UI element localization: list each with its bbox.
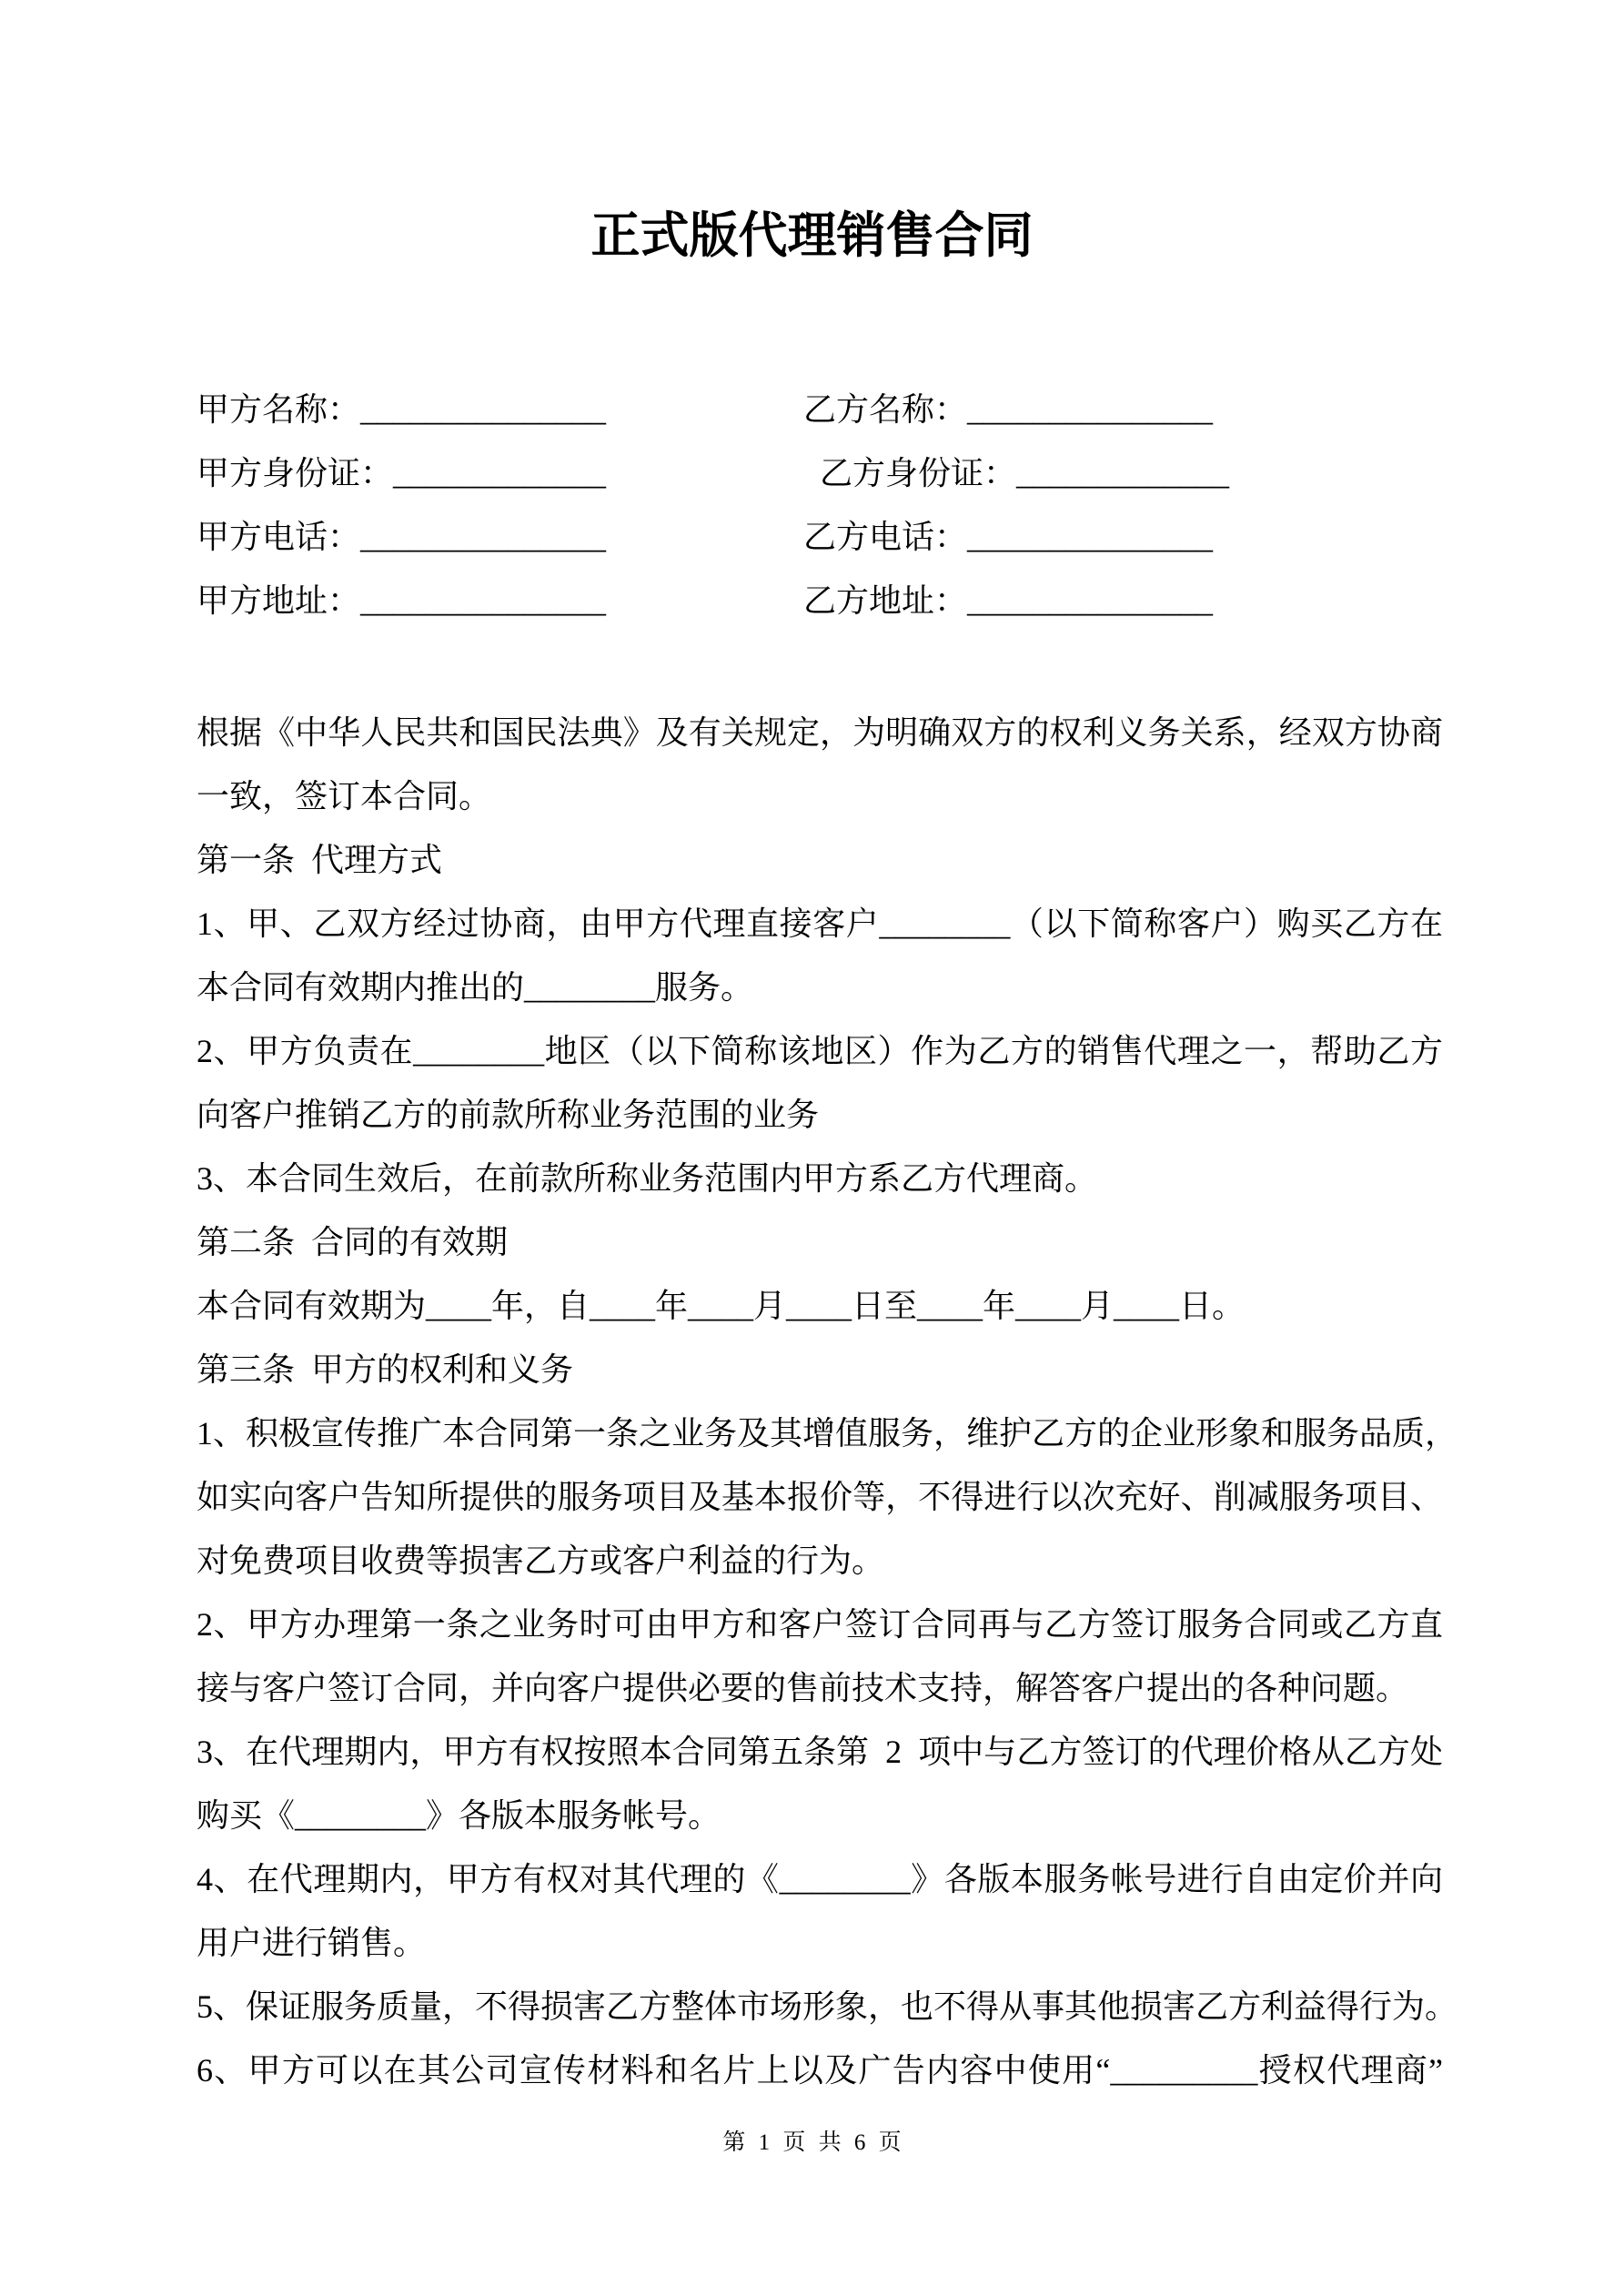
- blank-line: _____________: [393, 455, 607, 491]
- article-heading: 第三条 甲方的权利和义务: [197, 1351, 574, 1388]
- clause-line: 4、在代理期内，甲方有权对其代理的《________》各版本服务帐号进行自由定价并向: [197, 1861, 1443, 1897]
- clause-line: 1、积极宣传推广本合同第一条之业务及其增值服务，维护乙方的企业形象和服务品质，: [197, 1415, 1458, 1451]
- blank-line: _______________: [967, 519, 1214, 555]
- clause-line: 2、甲方办理第一条之业务时可由甲方和客户签订合同再与乙方签订服务合同或乙方直: [197, 1606, 1443, 1643]
- field-label: 乙方身份证：: [820, 455, 1017, 491]
- field-label: 甲方地址：: [197, 582, 361, 619]
- clause-line: 购买《________》各版本服务帐号。: [197, 1797, 721, 1834]
- party-a-phone-row: [197, 505, 606, 569]
- clause-line: 5、保证服务质量，不得损害乙方整体市场形象，也不得从事其他损害乙方利益得行为。: [197, 1988, 1458, 2025]
- preamble-line: 一致，签订本合同。: [197, 778, 492, 814]
- clause-line: 3、本合同生效后，在前款所称业务范围内甲方系乙方代理商。: [197, 1160, 1098, 1197]
- party-a-info: [197, 378, 606, 632]
- clause-line: 本合同有效期内推出的________服务。: [197, 969, 754, 1006]
- blank-line: _____________: [1016, 455, 1230, 491]
- field-label: 乙方地址：: [803, 582, 968, 619]
- clause-line: 6、甲方可以在其公司宣传材料和名片上以及广告内容中使用“_________授权代理商”: [197, 2052, 1443, 2089]
- article-heading: 第一条 代理方式: [197, 842, 443, 878]
- clause-line: 2、甲方负责在________地区（以下简称该地区）作为乙方的销售代理之一，帮助乙方: [197, 1033, 1443, 1069]
- party-a-id-row: [197, 441, 606, 505]
- clause-line: 接与客户签订合同，并向客户提供必要的售前技术支持，解答客户提出的各种问题。: [197, 1670, 1409, 1706]
- clause-line: 本合同有效期为____年，自____年____月____日至____年____月____日。: [197, 1288, 1246, 1324]
- clause-line: 3、在代理期内，甲方有权按照本合同第五条第 2 项中与乙方签订的代理价格从乙方处: [197, 1734, 1443, 1770]
- contract-body: [197, 701, 1458, 2102]
- blank-line: _______________: [360, 582, 607, 619]
- field-label: 乙方名称：: [803, 391, 968, 428]
- document-title: 正式版代理销售合同: [590, 208, 1034, 263]
- clause-line: 1、甲、乙双方经过协商，由甲方代理直接客户________（以下简称客户）购买乙方在: [197, 905, 1443, 942]
- blank-line: _______________: [360, 391, 607, 428]
- party-b-id-row: [803, 441, 1229, 505]
- field-label: 乙方电话：: [803, 519, 968, 555]
- blank-line: _______________: [967, 391, 1214, 428]
- clause-line: 用户进行销售。: [197, 1925, 427, 1961]
- party-b-info: [803, 378, 1229, 632]
- blank-line: _______________: [360, 519, 607, 555]
- party-b-phone-row: [803, 505, 1229, 569]
- preamble-line: 根据《中华人民共和国民法典》及有关规定，为明确双方的权利义务关系，经双方协商: [197, 714, 1443, 751]
- field-label: 甲方电话：: [197, 519, 361, 555]
- blank-line: _______________: [967, 582, 1214, 619]
- party-a-address-row: [197, 569, 606, 632]
- clause-line: 如实向客户告知所提供的服务项目及基本报价等，不得进行以次充好、削减服务项目、: [197, 1479, 1443, 1515]
- page-number-footer: 第 1 页 共 6 页: [722, 2130, 902, 2155]
- field-label: 甲方名称：: [197, 391, 361, 428]
- field-label: 甲方身份证：: [197, 455, 394, 491]
- clause-line: 对免费项目收费等损害乙方或客户利益的行为。: [197, 1542, 885, 1579]
- clause-line: 向客户推销乙方的前款所称业务范围的业务: [197, 1097, 820, 1133]
- party-a-name-row: [197, 378, 606, 441]
- party-b-address-row: [803, 569, 1229, 632]
- article-heading: 第二条 合同的有效期: [197, 1224, 509, 1260]
- party-b-name-row: [803, 378, 1229, 441]
